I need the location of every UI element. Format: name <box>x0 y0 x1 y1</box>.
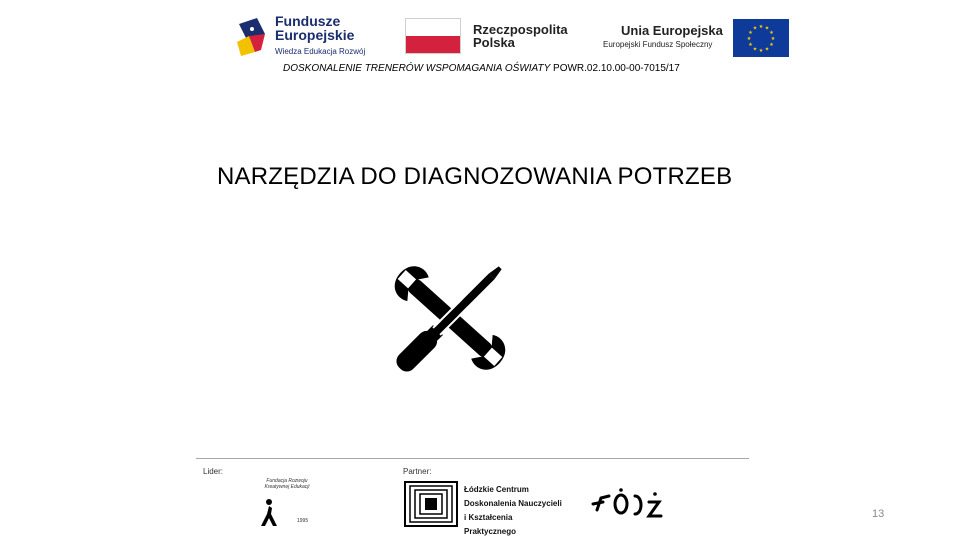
walking-figure-icon <box>259 498 279 528</box>
fundusze-europejskie-mark-icon <box>235 14 269 58</box>
lcdn-text: Łódzkie Centrum Doskonalenia Nauczycieli i Kształcenia Praktycznego <box>464 485 562 536</box>
svg-text:★: ★ <box>764 25 770 32</box>
eu-flag-icon <box>733 19 789 57</box>
polish-flag-icon <box>405 18 461 54</box>
rzeczpospolita-polska-text: Rzeczpospolita Polska <box>473 22 568 50</box>
svg-text:★: ★ <box>752 25 758 32</box>
svg-text:★: ★ <box>746 36 752 42</box>
lcdn-logo <box>404 481 564 536</box>
footer-divider <box>196 458 749 459</box>
fundacja-year: 1995 <box>297 518 309 524</box>
lodz-city-logo-icon <box>591 482 677 524</box>
partner-label: Partner: <box>403 467 432 476</box>
svg-text:★: ★ <box>752 46 758 53</box>
svg-text:★: ★ <box>758 48 764 54</box>
project-name: DOSKONALENIE TRENERÓW WSPOMAGANIA OŚWIATY <box>283 63 551 74</box>
unia-europejska-subtitle: Europejski Fundusz Społeczny <box>603 40 713 49</box>
slide-title: NARZĘDZIA DO DIAGNOZOWANIA POTRZEB <box>217 163 733 190</box>
flag-red-stripe <box>406 36 460 53</box>
svg-text:★: ★ <box>748 42 753 48</box>
rzeczpospolita-polska-logo <box>403 12 578 60</box>
wrench-screwdriver-icon <box>375 248 525 388</box>
lcdn-square-mark-icon <box>404 481 458 527</box>
lider-label: Lider: <box>203 467 224 476</box>
svg-text:★: ★ <box>769 42 774 48</box>
unia-europejska-title: Unia Europejska <box>621 23 723 38</box>
svg-text:★: ★ <box>764 46 770 53</box>
svg-text:★: ★ <box>769 30 774 36</box>
fundacja-logo <box>255 478 319 528</box>
svg-text:★: ★ <box>758 24 764 30</box>
slide-number: 13 <box>872 508 885 520</box>
fundusze-europejskie-subtitle: Wiedza Edukacja Rozwój <box>275 47 366 56</box>
logo-bar <box>235 12 790 60</box>
fundusze-europejskie-logo <box>235 12 375 60</box>
flag-white-stripe <box>406 19 460 36</box>
svg-text:★: ★ <box>770 36 776 42</box>
fundacja-logo-text: Fundacja Rozwoju Kreatywnej Edukacji <box>264 478 310 490</box>
project-identifier <box>283 63 680 75</box>
fundusze-europejskie-title: Fundusze Europejskie <box>275 13 355 43</box>
svg-text:★: ★ <box>748 30 753 36</box>
project-code: POWR.02.10.00-00-7015/17 <box>550 63 680 74</box>
unia-europejska-logo <box>601 12 791 60</box>
